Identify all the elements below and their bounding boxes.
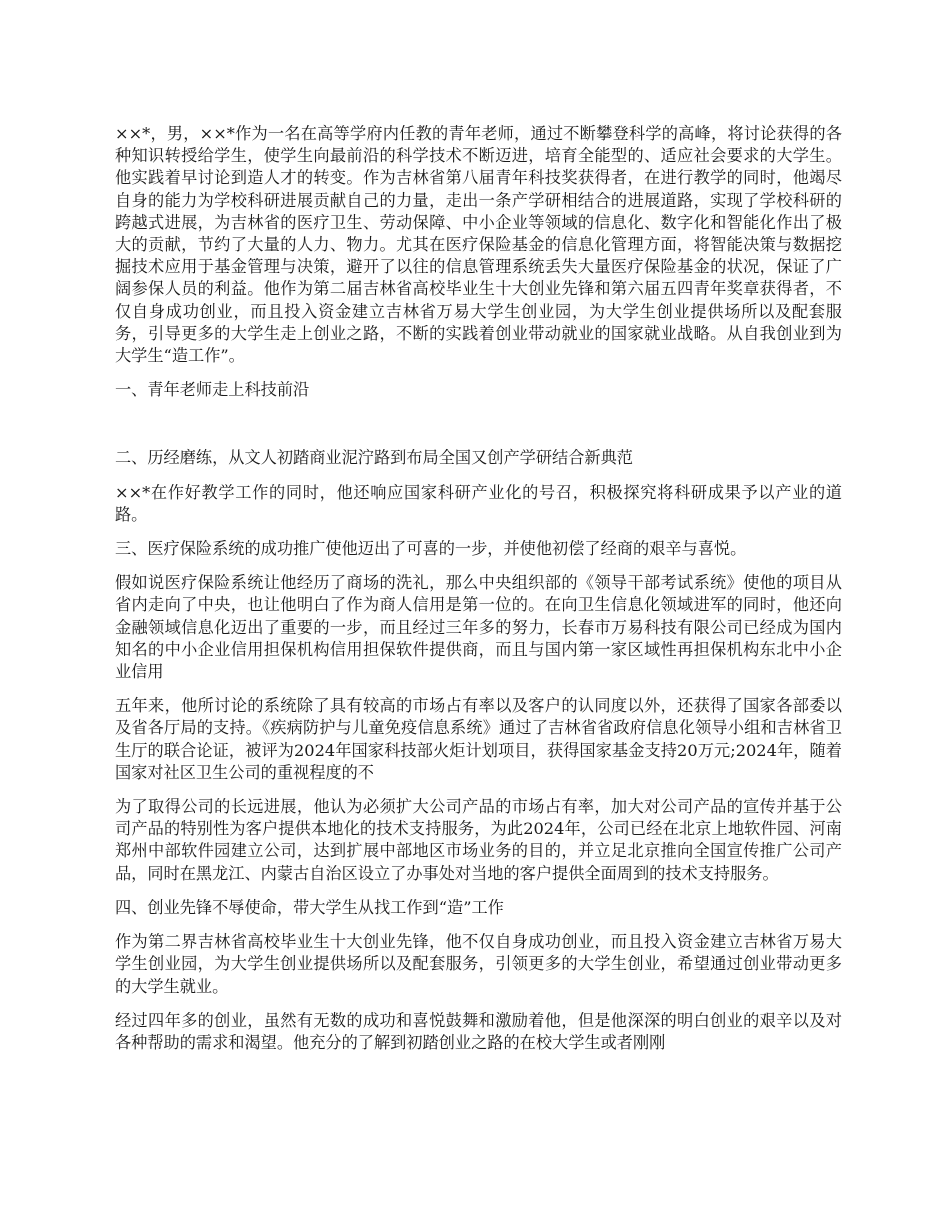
paragraph: 作为第二界吉林省高校毕业生十大创业先锋，他不仅自身成功创业，而且投入资金建立吉林省万易大学生创业园，为大学生创业提供场所以及配套服务，引领更多的大学生创业，希望通过创业带动更多的大学生就业。 [115, 932, 842, 996]
paragraph: 五年来，他所讨论的系统除了具有较高的市场占有率以及客户的认同度以外，还获得了国家各部委以及省各厅局的支持。《疾病防护与儿童免疫信息系统》通过了吉林省省政府信息化领导小组和吉林省卫生厅的联合论证，被评为2024年国家科技部火炬计划项目，获得国家基金支持20万元;2024年，随着国家对社区卫生公司的重视程度的不 [115, 696, 842, 782]
document-body [115, 123, 842, 1066]
intro-paragraph: ××*，男，××*作为一名在高等学府内任教的青年老师，通过不断攀登科学的高峰，将讨论获得的各种知识转授给学生，使学生向最前沿的科学技术不断迈进，培育全能型的、适应社会要求的大学生。他实践着早讨论到造人才的转变。作为吉林省第八届青年科技奖获得者，在进行教学的同时，他竭尽自身的能力为学校科研进展贡献自己的力量，走出一条产学研相结合的进展道路，实现了学校科研的跨越式进展，为吉林省的医疗卫生、劳动保障、中小企业等领域的信息化、数字化和智能化作出了极大的贡献，节约了大量的人力、物力。尤其在医疗保险基金的信息化管理方面，将智能决策与数据挖掘技术应用于基金管理与决策，避开了以往的信息管理系统丢失大量医疗保险基金的状况，保证了广阔参保人员的利益。他作为第二届吉林省高校毕业生十大创业先锋和第六届五四青年奖章获得者，不仅自身成功创业，而且投入资金建立吉林省万易大学生创业园，为大学生创业提供场所以及配套服务，引导更多的大学生走上创业之路，不断的实践着创业带动就业的国家就业战略。从自我创业到为大学生“造工作”。 [115, 124, 842, 366]
paragraph: 假如说医疗保险系统让他经历了商场的洗礼，那么中央组织部的《领导干部考试系统》使他的项目从省内走向了中央，也让他明白了作为商人信用是第一位的。在向卫生信息化领域进军的同时，他还向金融领域信息化迈出了重要的一步，而且经过三年多的努力，长春市万易科技有限公司已经成为国内知名的中小企业信用担保机构信用担保软件提供商，而且与国内第一家区域性再担保机构东北中小企业信用 [115, 573, 842, 682]
section-heading-1: 一、青年老师走上科技前沿 [115, 380, 310, 400]
paragraph: 经过四年多的创业，虽然有无数的成功和喜悦鼓舞和激励着他，但是他深深的明白创业的艰辛以及对各种帮助的需求和渴望。他充分的了解到初踏创业之路的在校大学生或者刚刚 [115, 1010, 842, 1052]
section-heading-4: 四、创业先锋不辱使命，带大学生从找工作到“造”工作 [115, 897, 504, 917]
paragraph: 为了取得公司的长远进展，他认为必须扩大公司产品的市场占有率，加大对公司产品的宣传并基于公司产品的特别性为客户提供本地化的技术支持服务，为此2024年，公司已经在北京上地软件园、河南郑州中部软件园建立公司，达到扩展中部地区市场业务的目的，并立足北京推向全国宣传推广公司产品，同时在黑龙江、内蒙古自治区设立了办事处对当地的客户提供全面周到的技术支持服务。 [115, 797, 842, 883]
paragraph: ××*在作好教学工作的同时，他还响应国家科研产业化的号召，积极探究将科研成果予以产业的道路。 [115, 482, 842, 524]
section-heading-3: 三、医疗保险系统的成功推广使他迈出了可喜的一步，并使他初偿了经商的艰辛与喜悦。 [115, 539, 747, 559]
section-heading-2: 二、历经磨练，从文人初踏商业泥泞路到布局全国又创产学研结合新典范 [115, 448, 633, 468]
